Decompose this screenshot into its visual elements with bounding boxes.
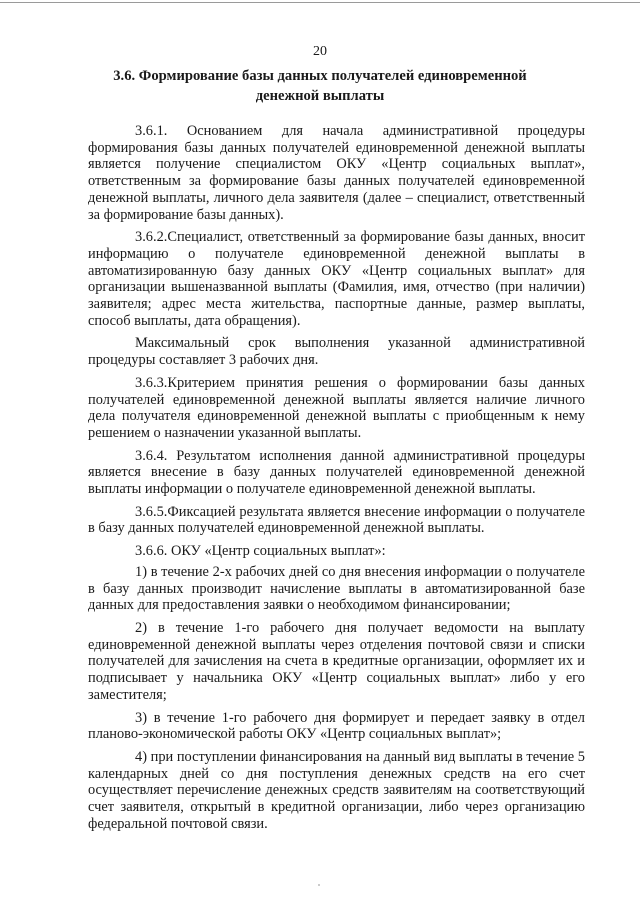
list-item-4: 4) при поступлении финансирования на данный вид выплаты в течение 5 календарных дней со дня поступления денежных средств на его счет осуществляет перечисление денежных средств заявителям на соответствующий счет заявителя, открытый в кредитной организации, либо через организацию федеральной почтовой связи. <box>88 748 585 832</box>
page-number: 20 <box>313 44 327 59</box>
section-title: 3.6. Формирование базы данных получателей единовременной денежной выплаты <box>113 68 527 104</box>
paragraph-max-term: Максимальный срок выполнения указанной административной процедуры составляет 3 рабочих дня. <box>88 335 585 369</box>
paragraph-3-6-2: 3.6.2.Специалист, ответственный за формирование базы данных, вносит информацию о получателе единовременной денежной выплаты в автоматизированную базу данных ОКУ «Центр социальных выплат» для организации вышеназванной выплаты (Фамилия, имя, отчество (при наличии) заявителя; адрес места жительства, паспортные данные, размер выплаты, способ выплаты, дата обращения). <box>88 229 585 329</box>
document-body <box>88 123 585 838</box>
paragraph-3-6-5: 3.6.5.Фиксацией результата является внесение информации о получателе в базу данных получателей единовременной денежной выплаты. <box>88 503 585 537</box>
paragraph-3-6-3: 3.6.3.Критерием принятия решения о формировании базы данных получателей единовременной денежной выплаты является наличие личного дела получателя единовременной денежной выплаты с приобщенным к нему решением о назначении указанной выплаты. <box>88 374 585 441</box>
list-item-2: 2) в течение 1-го рабочего дня получает ведомости на выплату единовременной денежной выплаты через отделения почтовой связи и списки получателей для зачисления на счета в кредитные организации, оформляет их и подписывает у начальника ОКУ «Центр социальных выплат» либо у его заместителя; <box>88 619 585 703</box>
paragraph-3-6-6: 3.6.6. ОКУ «Центр социальных выплат»: <box>135 543 386 560</box>
top-edge-rule <box>0 2 640 3</box>
paragraph-3-6-1: 3.6.1. Основанием для начала административной процедуры формирования базы данных получателей единовременной денежной выплаты является получение специалистом ОКУ «Центр социальных выплат», ответственным за формирование базы данных получателей единовременной денежной выплаты, личного дела заявителя (далее – специалист, ответственный за формирование базы данных). <box>88 123 585 223</box>
list-item-3: 3) в течение 1-го рабочего дня формирует и передает заявку в отдел планово-экономической работы ОКУ «Центр социальных выплат»; <box>88 709 585 743</box>
scan-speck <box>318 884 320 886</box>
list-item-1: 1) в течение 2-х рабочих дней со дня внесения информации о получателе в базу данных производит начисление выплаты в автоматизированной базе данных для предоставления заявки о необходимом финансировании; <box>88 563 585 614</box>
paragraph-3-6-4: 3.6.4. Результатом исполнения данной административной процедуры является внесение в базу данных получателей единовременной денежной выплаты информации о получателе единовременной денежной выплаты. <box>88 447 585 498</box>
